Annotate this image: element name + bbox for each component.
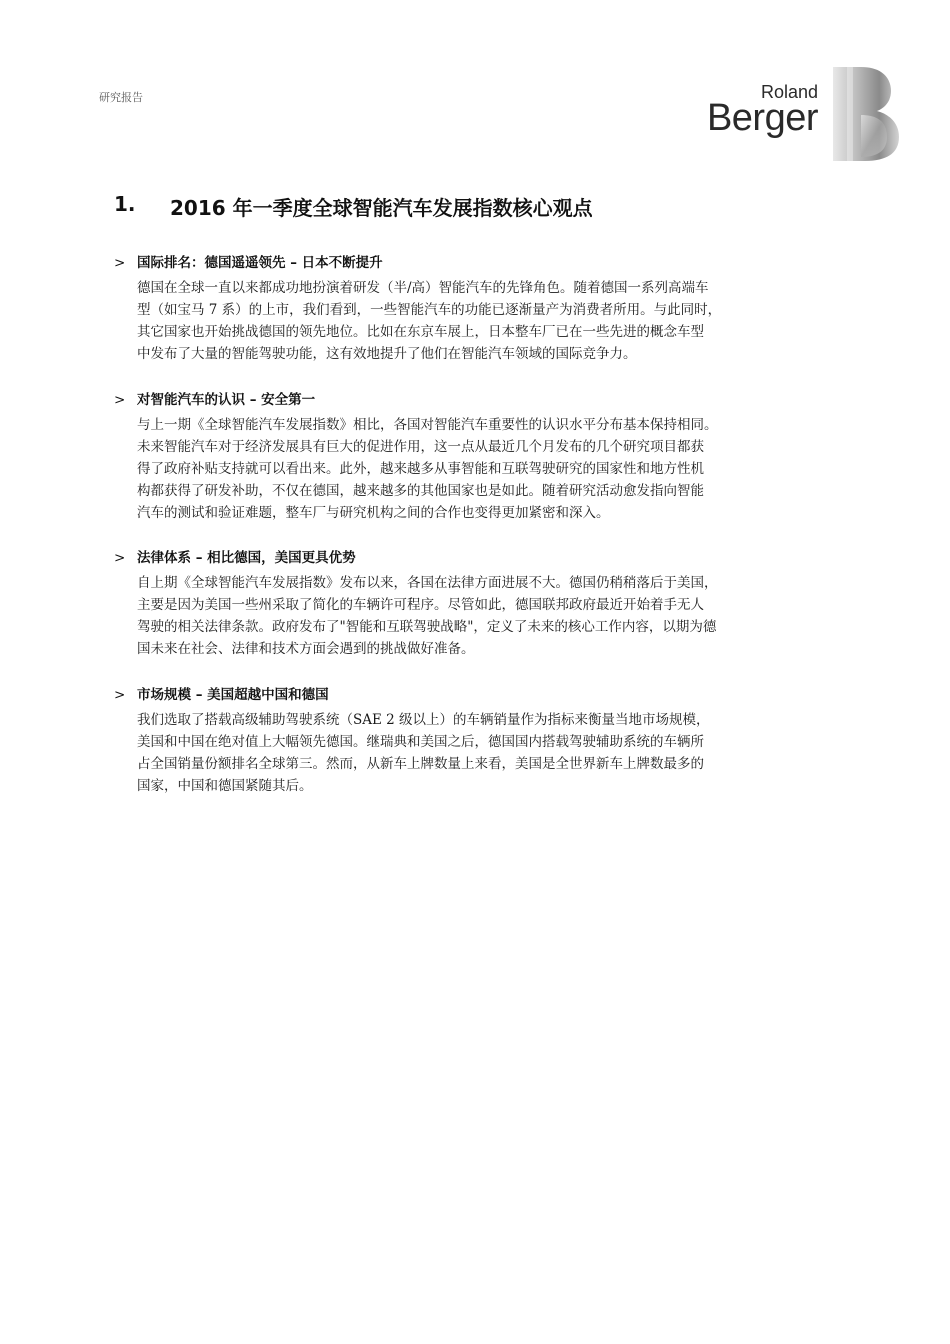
bullet-paragraph [137, 709, 844, 797]
bullet-paragraph [137, 277, 844, 365]
paragraph-line: 主要是因为美国一些州采取了简化的车辆许可程序。尽管如此，德国联邦政府最近开始着手无人 [137, 597, 704, 613]
roland-berger-logo [705, 67, 905, 163]
paragraph-line: 美国和中国在绝对值上大幅领先德国。继瑞典和美国之后，德国国内搭载驾驶辅助系统的车辆所 [137, 734, 704, 750]
paragraph-line: 得了政府补贴支持就可以看出来。此外，越来越多从事智能和互联驾驶研究的国家性和地方性机 [137, 461, 704, 477]
paragraph-line: 驾驶的相关法律条款。政府发布了"智能和互联驾驶战略"，定义了未来的核心工作内容，以期为德 [137, 619, 717, 635]
bullet-marker: > [114, 687, 126, 703]
section-number: 1. [114, 192, 136, 216]
bullet-market-size [114, 685, 844, 797]
bullet-heading: 法律体系 – 相比德国，美国更具优势 [137, 550, 356, 566]
paragraph-line: 占全国销量份额排名全球第三。然而，从新车上牌数量上来看，美国是全世界新车上牌数最多的 [137, 756, 704, 772]
paragraph-line: 汽车的测试和验证难题，整车厂与研究机构之间的合作也变得更加紧密和深入。 [137, 505, 610, 521]
section-title [114, 192, 854, 221]
bullet-smart-car-awareness [114, 390, 844, 524]
section-title-text: 2016 年一季度全球智能汽车发展指数核心观点 [170, 196, 593, 220]
paragraph-line: 国家，中国和德国紧随其后。 [137, 778, 313, 794]
bullet-heading: 对智能汽车的认识 – 安全第一 [137, 392, 316, 408]
report-type-label: 研究报告 [99, 91, 143, 104]
logo-b-mark-icon [831, 67, 901, 161]
bullet-legal-system [114, 548, 844, 660]
bullet-heading: 市场规模 – 美国超越中国和德国 [137, 687, 329, 703]
bullet-paragraph [137, 572, 844, 660]
bullet-international-ranking [114, 253, 844, 365]
paragraph-line: 构都获得了研发补助，不仅在德国，越来越多的其他国家也是如此。随着研究活动愈发指向智能 [137, 483, 704, 499]
paragraph-line: 德国在全球一直以来都成功地扮演着研发（半/高）智能汽车的先锋角色。随着德国一系列高端车 [137, 280, 709, 296]
bullet-marker: > [114, 255, 126, 271]
paragraph-line: 国未来在社会、法律和技术方面会遇到的挑战做好准备。 [137, 641, 475, 657]
bullet-heading: 国际排名：德国遥遥领先 – 日本不断提升 [137, 255, 383, 271]
paragraph-line: 型（如宝马 7 系）的上市，我们看到，一些智能汽车的功能已逐渐量产为消费者所用。与此同时， [137, 302, 722, 318]
paragraph-line: 与上一期《全球智能汽车发展指数》相比，各国对智能汽车重要性的认识水平分布基本保持相同。 [137, 417, 718, 433]
bullet-marker: > [114, 392, 126, 408]
bullet-paragraph [137, 414, 844, 524]
paragraph-line: 我们选取了搭载高级辅助驾驶系统（SAE 2 级以上）的车辆销量作为指标来衡量当地市场规模， [137, 712, 710, 728]
paragraph-line: 未来智能汽车对于经济发展具有巨大的促进作用，这一点从最近几个月发布的几个研究项目都获 [137, 439, 704, 455]
paragraph-line: 自上期《全球智能汽车发展指数》发布以来，各国在法律方面进展不大。德国仍稍稍落后于美国， [137, 575, 718, 591]
paragraph-line: 中发布了大量的智能驾驶功能，这有效地提升了他们在智能汽车领域的国际竞争力。 [137, 346, 637, 362]
logo-text-berger: Berger [706, 97, 818, 139]
bullet-marker: > [114, 550, 126, 566]
paragraph-line: 其它国家也开始挑战德国的领先地位。比如在东京车展上，日本整车厂已在一些先进的概念车型 [137, 324, 704, 340]
logo-text-roland: Roland [760, 82, 818, 102]
